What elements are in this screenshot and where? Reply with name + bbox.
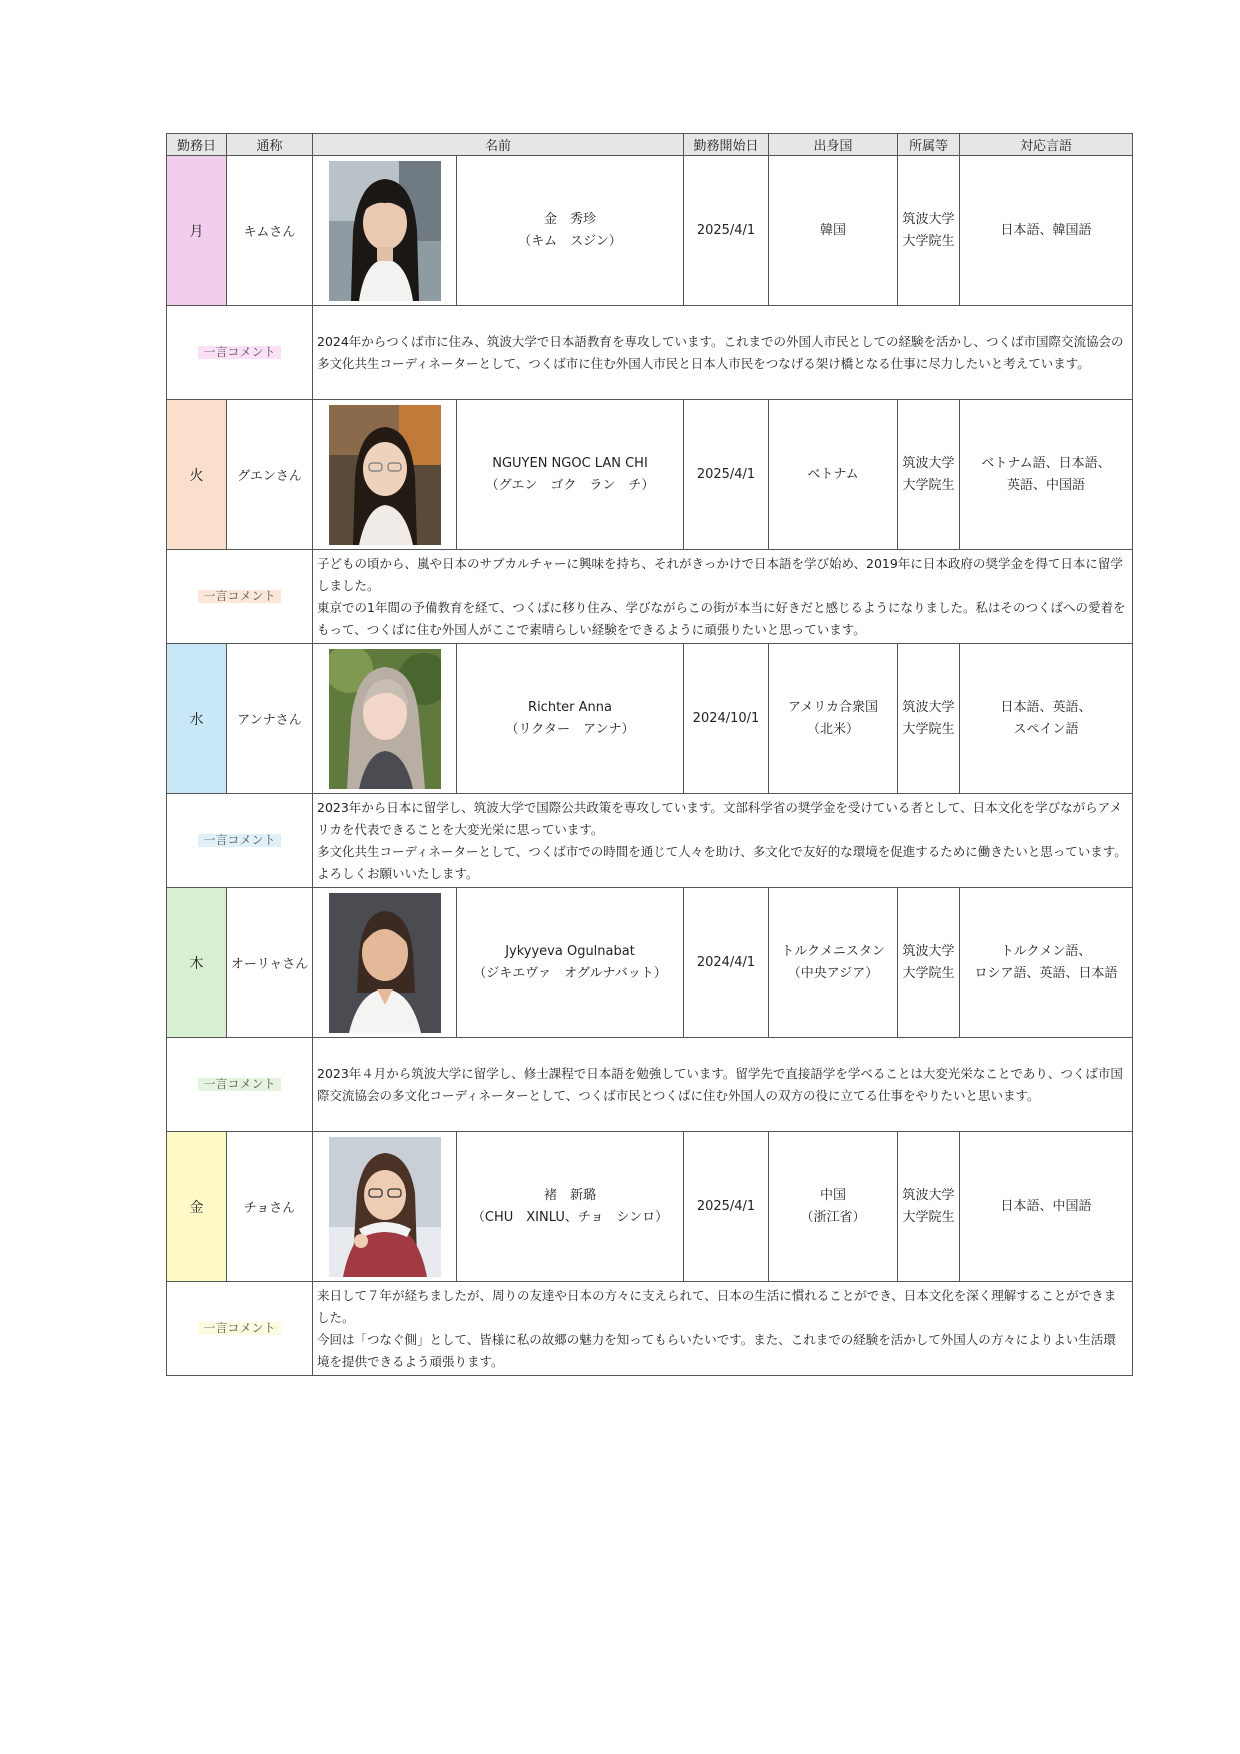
origin-cell: [769, 156, 898, 306]
origin-line: （浙江省）: [800, 1209, 866, 1225]
comment-label-cell: [167, 1038, 313, 1132]
affiliation-line: 筑波大学: [902, 943, 955, 959]
languages-cell: [960, 888, 1133, 1038]
staff-name: NGUYEN NGOC LAN CHI: [492, 455, 648, 471]
origin-line: トルクメニスタン: [781, 943, 885, 959]
nickname-cell: チョさん: [227, 1132, 313, 1282]
staff-name: Richter Anna: [528, 699, 612, 715]
affiliation-line: 筑波大学: [902, 1187, 955, 1203]
affiliation-line: 大学院生: [902, 965, 955, 981]
origin-line: ベトナム: [807, 466, 859, 482]
staff-name: Jykyyeva Ogulnabat: [505, 943, 635, 959]
comment-label: 一言コメント: [198, 590, 280, 603]
start-date-cell: 2024/10/1: [684, 644, 769, 794]
affiliation-line: 大学院生: [902, 721, 955, 737]
start-date-cell: 2025/4/1: [684, 1132, 769, 1282]
portrait-photo: [329, 161, 441, 301]
comment-paragraph: 今回は「つなぐ側」として、皆様に私の故郷の魅力を知ってもらいたいです。また、これまでの経験を活かして外国人の方々によりよい生活環境を提供できるよう頑張ります。: [317, 1331, 1116, 1369]
comment-paragraph: 2023年から日本に留学し、筑波大学で国際公共政策を専攻しています。文部科学省の奨学金を受けている者として、日本文化を学びながらアメリカを代表できることを大変光栄に思っています。: [317, 799, 1122, 837]
origin-cell: [769, 400, 898, 550]
photo-cell: [313, 400, 457, 550]
origin-line: （中央アジア）: [787, 965, 879, 981]
day-cell: 水: [167, 644, 227, 794]
header-affiliation: 所属等: [898, 134, 960, 156]
affiliation-cell: [898, 644, 960, 794]
comment-label-cell: [167, 1282, 313, 1376]
origin-cell: [769, 644, 898, 794]
origin-line: 韓国: [820, 222, 847, 238]
comment-label: 一言コメント: [198, 1078, 280, 1091]
affiliation-cell: [898, 1132, 960, 1282]
nickname-cell: グエンさん: [227, 400, 313, 550]
origin-cell: [769, 1132, 898, 1282]
origin-line: （北米）: [807, 721, 860, 737]
comment-paragraph: 2023年４月から筑波大学に留学し、修士課程で日本語を勉強しています。留学先で直接語学を学べることは大変光栄なことであり、つくば市国際交流協会の多文化コーディネーターとして、つくば市民とつくばに住む外国人の双方の役に立てる仕事をやりたいと思います。: [317, 1065, 1123, 1103]
languages-line: 日本語、中国語: [1000, 1198, 1092, 1214]
header-nickname: 通称: [227, 134, 313, 156]
comment-paragraph: 来日して７年が経ちましたが、周りの友達や日本の方々に支えられて、日本の生活に慣れることができ、日本文化を深く理解することができました。: [317, 1287, 1117, 1325]
staff-reading: （ジキエヴァ オグルナバット）: [473, 965, 667, 981]
header-languages: 対応言語: [960, 134, 1133, 156]
comment-label: 一言コメント: [198, 834, 280, 847]
staff-row-fri: [167, 1132, 1133, 1282]
nickname-cell: キムさん: [227, 156, 313, 306]
comment-text-cell: [313, 1282, 1133, 1376]
languages-cell: [960, 156, 1133, 306]
languages-line: スペイン語: [1013, 721, 1079, 737]
comment-row-mon: [167, 306, 1133, 400]
staff-row-thu: [167, 888, 1133, 1038]
languages-line: トルクメン語、: [1000, 943, 1092, 959]
name-cell: [457, 1132, 684, 1282]
day-cell: 月: [167, 156, 227, 306]
photo-cell: [313, 644, 457, 794]
origin-cell: [769, 888, 898, 1038]
languages-cell: [960, 1132, 1133, 1282]
header-name: 名前: [313, 134, 684, 156]
languages-cell: [960, 644, 1133, 794]
affiliation-line: 筑波大学: [902, 211, 955, 227]
languages-line: ベトナム語、日本語、: [981, 455, 1111, 471]
affiliation-cell: [898, 156, 960, 306]
portrait-photo: [329, 405, 441, 545]
day-cell: 木: [167, 888, 227, 1038]
languages-cell: [960, 400, 1133, 550]
portrait-photo: [329, 649, 441, 789]
start-date-cell: 2025/4/1: [684, 400, 769, 550]
portrait-photo: [329, 893, 441, 1033]
staff-row-wed: [167, 644, 1133, 794]
comment-row-fri: [167, 1282, 1133, 1376]
comment-label: 一言コメント: [198, 1322, 280, 1335]
photo-cell: [313, 888, 457, 1038]
comment-text-cell: [313, 550, 1133, 644]
affiliation-line: 大学院生: [902, 1209, 955, 1225]
comment-label-cell: [167, 306, 313, 400]
staff-reading: （グエン ゴク ラン チ）: [485, 477, 655, 493]
languages-line: 英語、中国語: [1007, 477, 1086, 493]
photo-cell: [313, 156, 457, 306]
name-cell: [457, 888, 684, 1038]
comment-paragraph: 東京での1年間の予備教育を経て、つくばに移り住み、学びながらこの街が本当に好きだと感じるようになりました。私はそのつくばへの愛着をもって、つくばに住む外国人がここで素晴らしい経験をできるように頑張りたいと思っています。: [317, 599, 1126, 637]
comment-row-thu: [167, 1038, 1133, 1132]
nickname-cell: オーリャさん: [227, 888, 313, 1038]
staff-reading: （CHU XINLU、チョ シンロ）: [471, 1209, 669, 1225]
staff-row-mon: [167, 156, 1133, 306]
affiliation-line: 大学院生: [902, 477, 955, 493]
staff-table: [166, 133, 1133, 1376]
languages-line: 日本語、英語、: [1000, 699, 1092, 715]
day-cell: 火: [167, 400, 227, 550]
comment-label-cell: [167, 794, 313, 888]
comment-paragraph: 子どもの頃から、嵐や日本のサブカルチャーに興味を持ち、それがきっかけで日本語を学び始め、2019年に日本政府の奨学金を得て日本に留学しました。: [317, 555, 1123, 593]
name-cell: [457, 156, 684, 306]
staff-reading: （リクター アンナ）: [505, 721, 635, 737]
start-date-cell: 2025/4/1: [684, 156, 769, 306]
languages-line: 日本語、韓国語: [1000, 222, 1092, 238]
affiliation-line: 大学院生: [902, 233, 955, 249]
nickname-cell: アンナさん: [227, 644, 313, 794]
comment-paragraph: 多文化共生コーディネーターとして、つくば市での時間を通じて人々を助け、多文化で友好的な環境を促進するために働きたいと思っています。よろしくお願いいたします。: [317, 843, 1127, 881]
name-cell: [457, 400, 684, 550]
comment-text-cell: [313, 306, 1133, 400]
name-cell: [457, 644, 684, 794]
header-row: [167, 134, 1133, 156]
comment-row-wed: [167, 794, 1133, 888]
staff-row-tue: [167, 400, 1133, 550]
staff-reading: （キム スジン）: [518, 233, 622, 249]
comment-text-cell: [313, 1038, 1133, 1132]
staff-name: 金 秀珍: [544, 211, 597, 227]
header-origin: 出身国: [769, 134, 898, 156]
affiliation-line: 筑波大学: [902, 455, 955, 471]
comment-label: 一言コメント: [198, 346, 280, 359]
photo-cell: [313, 1132, 457, 1282]
origin-line: 中国: [820, 1187, 847, 1203]
staff-name: 褚 新璐: [544, 1187, 597, 1203]
comment-paragraph: 2024年からつくば市に住み、筑波大学で日本語教育を専攻しています。これまでの外国人市民としての経験を活かし、つくば市国際交流協会の多文化共生コーディネーターとして、つくば市に住む外国人市民と日本人市民をつなげる架け橋となる仕事に尽力したいと考えています。: [317, 333, 1124, 371]
day-cell: 金: [167, 1132, 227, 1282]
header-start-date: 勤務開始日: [684, 134, 769, 156]
comment-text-cell: [313, 794, 1133, 888]
affiliation-line: 筑波大学: [902, 699, 955, 715]
affiliation-cell: [898, 888, 960, 1038]
comment-row-tue: [167, 550, 1133, 644]
portrait-photo: [329, 1137, 441, 1277]
affiliation-cell: [898, 400, 960, 550]
origin-line: アメリカ合衆国: [787, 699, 879, 715]
header-day: 勤務日: [167, 134, 227, 156]
comment-label-cell: [167, 550, 313, 644]
languages-line: ロシア語、英語、日本語: [974, 965, 1118, 981]
start-date-cell: 2024/4/1: [684, 888, 769, 1038]
